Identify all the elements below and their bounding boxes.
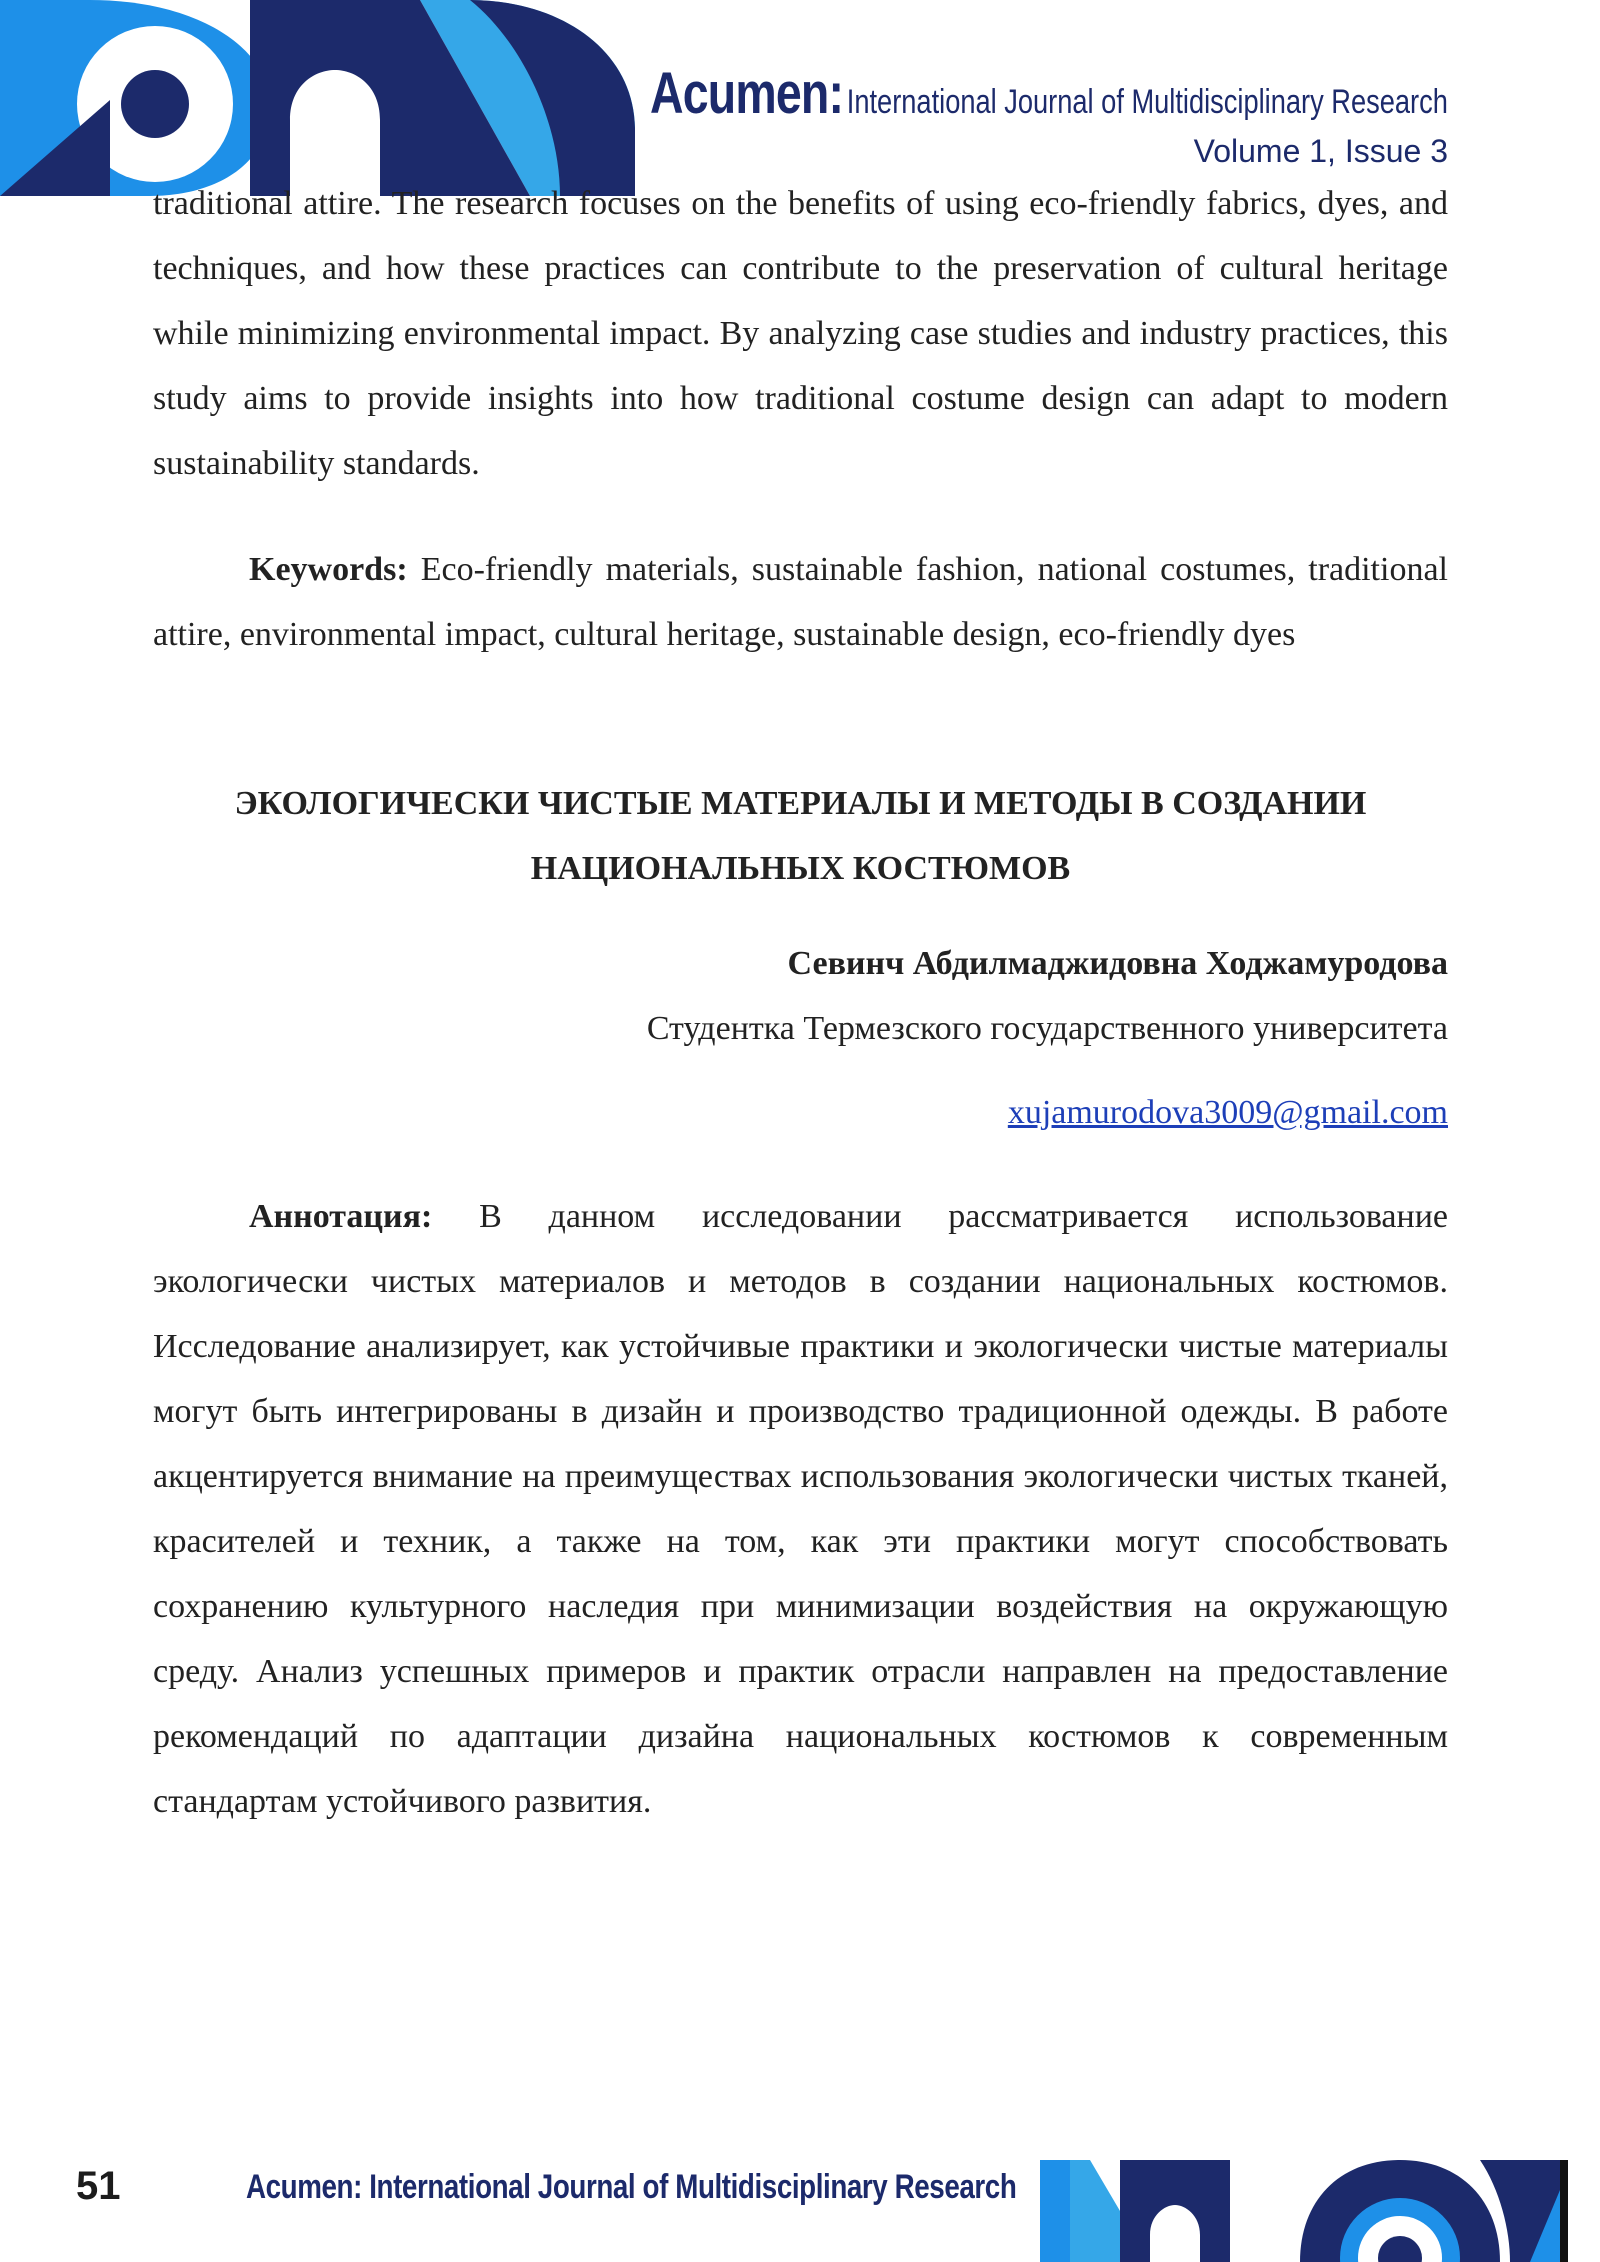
journal-title xyxy=(650,60,1448,127)
author-email-line xyxy=(1008,1094,1448,1132)
keywords-label: Keywords: xyxy=(249,551,408,588)
page-number: 51 xyxy=(76,2164,121,2208)
journal-subtitle: International Journal of Multidisciplinary Research xyxy=(846,83,1448,121)
author-name: Севинч Абдилмаджидовна Ходжамуродова xyxy=(787,945,1448,982)
footer-logo-graphic xyxy=(1040,2160,1600,2262)
annotation-label: Аннотация: xyxy=(249,1198,433,1235)
english-abstract-continuation: traditional attire. The research focuses on the benefits of using eco-friendly fabrics, dyes, and techniques, and how these practices can contribute to the preservation of cultural heritage while minimizing environmental impact. By analyzing case studies and industry practices, this study aims to provide insights into how traditional costume design can adapt to modern sustainability standards. xyxy=(153,185,1448,482)
russian-title-line-1: ЭКОЛОГИЧЕСКИ ЧИСТЫЕ МАТЕРИАЛЫ И МЕТОДЫ В СОЗДАНИИ xyxy=(234,785,1367,822)
author-affiliation: Студентка Термезского государственного университета xyxy=(646,1010,1448,1047)
author-email-link[interactable]: xujamurodova3009@gmail.com xyxy=(1007,1094,1448,1131)
keywords-paragraph xyxy=(153,537,1448,667)
footer-journal-title: Acumen: International Journal of Multidisciplinary Research xyxy=(246,2168,1017,2206)
annotation-text: В данном исследовании рассматривается использование экологически чистых материалов и методов в создании национальных костюмов. Исследование анализирует, как устойчивые практики и экологически чистые материалы могут быть интегрированы в дизайн и производство традиционной одежды. В работе акцентируется внимание на преимуществах использования экологически чистых тканей, красителей и техник, а также на том, как эти практики могут способствовать сохранению культурного наследия при минимизации воздействия на окружающую среду. Анализ успешных примеров и практик отрасли направлен на предоставление рекомендаций по адаптации дизайна национальных костюмов к современным стандартам устойчивого развития. xyxy=(153,1198,1448,1820)
volume-issue: Volume 1, Issue 3 xyxy=(1193,133,1448,169)
journal-brand: Acumen: xyxy=(650,61,844,126)
annotation-paragraph xyxy=(153,1184,1448,1834)
keywords-text: Eco-friendly materials, sustainable fashion, national costumes, traditional attire, environmental impact, cultural heritage, sustainable design, eco-friendly dyes xyxy=(153,551,1448,653)
russian-title-line-2: НАЦИОНАЛЬНЫХ КОСТЮМОВ xyxy=(530,850,1071,887)
